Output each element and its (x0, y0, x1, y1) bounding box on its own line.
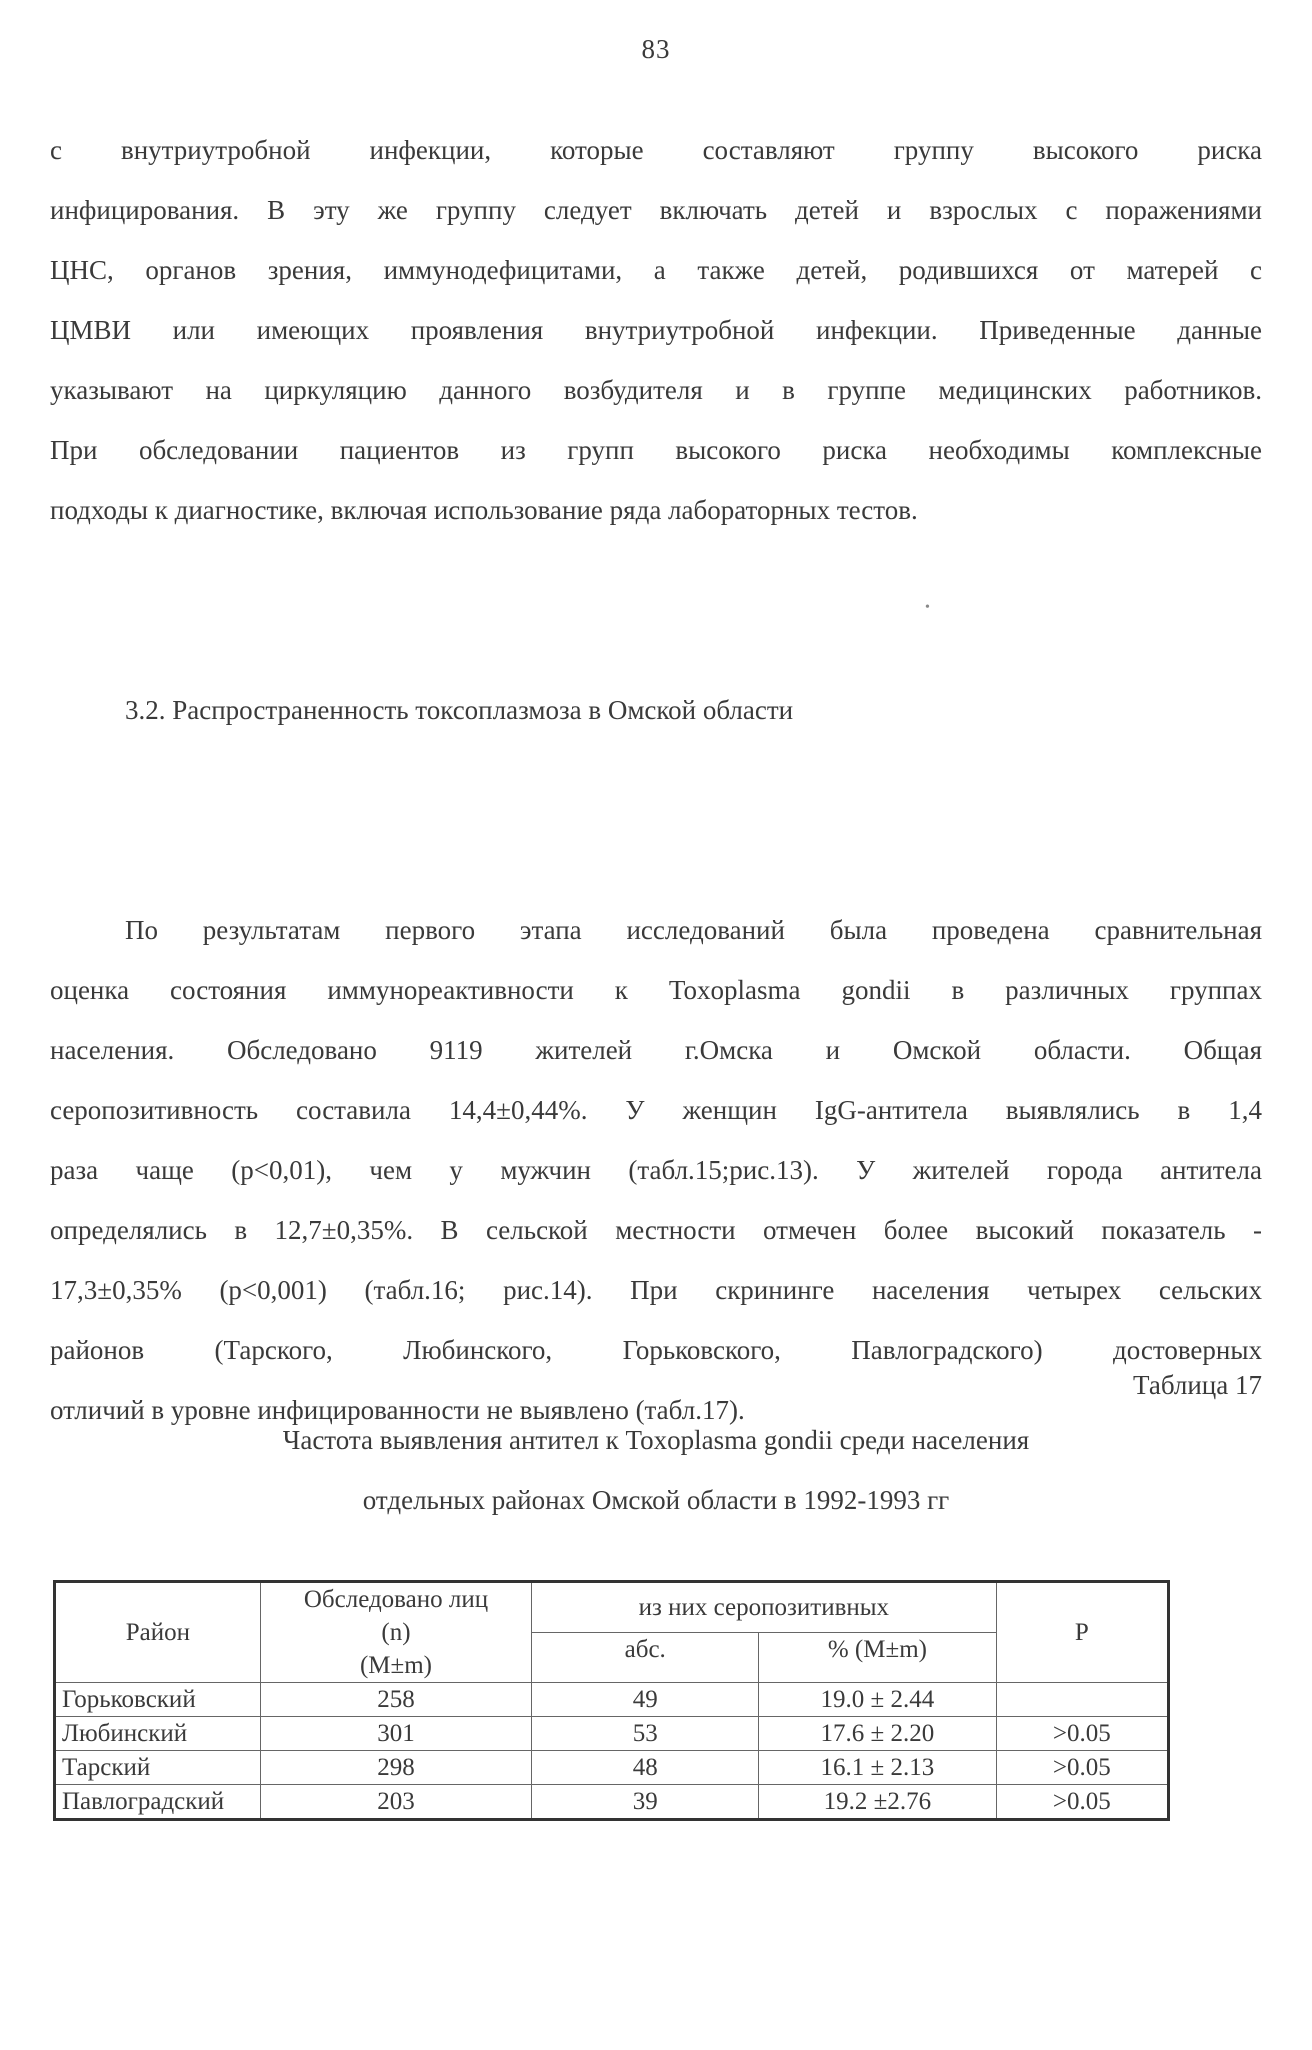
cell-abs: 39 (532, 1785, 759, 1820)
stray-mark: • (925, 600, 930, 615)
table-title-line: отдельных районах Омской области в 1992-1993 гг (362, 1485, 950, 1515)
cell-abs: 53 (532, 1717, 759, 1751)
table-title-line: Частота выявления антител к Toxoplasma gondii среди населения (282, 1425, 1030, 1455)
header-seropositive (532, 1582, 996, 1633)
cell-p: >0.05 (996, 1751, 1168, 1785)
text-line: 17,3±0,35% (р<0,001) (табл.16; рис.14). При скрининге населения четырех сельских (50, 1275, 1262, 1305)
header-examined-mm: (M±m) (359, 1652, 432, 1679)
page-number: 83 (641, 34, 671, 64)
text-line: инфицирования. В эту же группу следует включать детей и взрослых с поражениями (50, 195, 1262, 225)
text-line: оценка состояния иммунореактивности к Toxoplasma gondii в различных группах (50, 975, 1262, 1005)
text-line: ЦНС, органов зрения, иммунодефицитами, а также детей, родившихся от матерей с (50, 255, 1262, 285)
cell-p (996, 1683, 1168, 1717)
text-line: определялись в 12,7±0,35%. В сельской местности отмечен более высокий показатель - (50, 1215, 1262, 1245)
header-abs-label: абс. (624, 1636, 666, 1664)
table-row (55, 1683, 1169, 1717)
cell-n: 258 (260, 1683, 531, 1717)
header-p-label: P (1074, 1619, 1089, 1646)
paragraph-intro (50, 120, 1262, 540)
cell-n: 298 (260, 1751, 531, 1785)
text-line: с внутриутробной инфекции, которые составляют группу высокого риска (50, 135, 1262, 165)
text-line: указывают на циркуляцию данного возбудителя и в группе медицинских работников. (50, 375, 1262, 405)
header-rayon-label: Район (125, 1619, 191, 1646)
text-line: По результатам первого этапа исследований была проведена сравнительная (125, 915, 1262, 945)
table-row (55, 1751, 1169, 1785)
text-line: районов (Тарского, Любинского, Горьковского, Павлоградского) достоверных (50, 1335, 1262, 1365)
header-pct (759, 1633, 996, 1683)
cell-pct: 16.1 ± 2.13 (759, 1751, 996, 1785)
paragraph-results (50, 900, 1262, 1440)
cell-abs: 49 (532, 1683, 759, 1717)
header-p (996, 1582, 1168, 1683)
cell-pct: 19.0 ± 2.44 (759, 1683, 996, 1717)
header-seropositive-label: из них серопозитивных (638, 1594, 890, 1622)
cell-rayon: Горьковский (55, 1683, 261, 1717)
table-label: Таблица 17 (1133, 1370, 1262, 1400)
cell-abs: 48 (532, 1751, 759, 1785)
header-rayon (55, 1582, 261, 1683)
text-line: раза чаще (р<0,01), чем у мужчин (табл.15;рис.13). У жителей города антитела (50, 1155, 1262, 1185)
seropositivity-table (53, 1580, 1170, 1821)
text-line: отличий в уровне инфицированности не выявлено (табл.17). (50, 1395, 745, 1425)
header-abs (532, 1633, 759, 1683)
cell-rayon: Павлоградский (55, 1785, 261, 1820)
table-row (55, 1785, 1169, 1820)
table-row (55, 1717, 1169, 1751)
cell-rayon: Любинский (55, 1717, 261, 1751)
text-line: ЦМВИ или имеющих проявления внутриутробной инфекции. Приведенные данные (50, 315, 1262, 345)
cell-pct: 19.2 ±2.76 (759, 1785, 996, 1820)
cell-pct: 17.6 ± 2.20 (759, 1717, 996, 1751)
text-line: подходы к диагностике, включая использование ряда лабораторных тестов. (50, 495, 918, 525)
header-pct-label: % (M±m) (827, 1636, 927, 1664)
text-line: При обследовании пациентов из групп высокого риска необходимы комплексные (50, 435, 1262, 465)
cell-n: 203 (260, 1785, 531, 1820)
text-line: серопозитивность составила 14,4±0,44%. У женщин IgG-антитела выявлялись в 1,4 (50, 1095, 1262, 1125)
header-examined-label: Обследовано лиц (303, 1586, 489, 1613)
header-examined (260, 1582, 531, 1683)
cell-p: >0.05 (996, 1717, 1168, 1751)
cell-n: 301 (260, 1717, 531, 1751)
section-heading: 3.2. Распространенность токсоплазмоза в Омской области (125, 695, 794, 725)
text-line: населения. Обследовано 9119 жителей г.Омска и Омской области. Общая (50, 1035, 1262, 1065)
header-examined-n: (n) (381, 1619, 411, 1646)
cell-rayon: Тарский (55, 1751, 261, 1785)
cell-p: >0.05 (996, 1785, 1168, 1820)
